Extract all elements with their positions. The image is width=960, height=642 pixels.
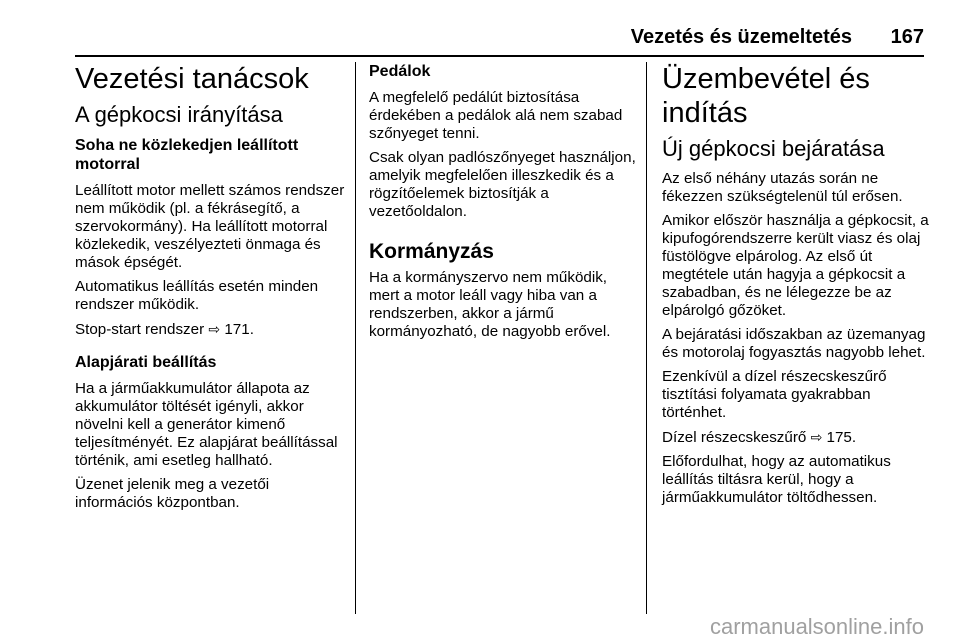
page-arrow-icon: ⇨ (810, 429, 823, 445)
cross-reference (662, 428, 932, 447)
column-divider (355, 62, 356, 614)
paragraph: Előfordulhat, hogy az automatikus leállítás tiltásra kerül, hogy a járműakkumulátor töltődhessen. (662, 453, 891, 506)
paragraph: A megfelelő pedálút biztosítása érdekében a pedálok alá nem szabad szőnyeget tenni. (369, 89, 623, 142)
reference-text: Dízel részecskeszűrő (662, 429, 807, 446)
paragraph: Üzenet jelenik meg a vezetői információs központban. (75, 476, 270, 511)
paragraph: Ezenkívül a dízel részecskeszűrő tisztítási folyamata gyakrabban történhet. (662, 368, 887, 421)
column-divider (646, 62, 647, 614)
reference-page-link[interactable]: 171. (224, 321, 254, 338)
section-title-driving-tips: Vezetési tanácsok (75, 63, 309, 95)
heading-idle-adjustment: Alapjárati beállítás (75, 354, 217, 371)
paragraph: Az első néhány utazás során ne fékezzen szükségtelenül túl erősen. (662, 170, 903, 205)
paragraph: Leállított motor mellett számos rendszer nem működik (pl. a fékrásegítő, a szervokormány). Ha leállított motorral közlekedik, veszélyezteti önmaga és mások épségét. (75, 182, 345, 271)
subsection-title-steering: Kormányzás (369, 240, 494, 263)
heading-engine-off: Soha ne közlekedjen leállított motorral (75, 137, 299, 173)
section-title-starting: Üzembevétel és indítás (662, 63, 870, 129)
header-rule (75, 55, 924, 57)
paragraph: Ha a kormányszervo nem működik, mert a motor leáll vagy hiba van a rendszerben, akkor a jármű kormányozható, de nagyobb erővel. (369, 269, 611, 340)
page-number: 167 (890, 26, 924, 48)
paragraph: Ha a járműakkumulátor állapota az akkumulátor töltését igényli, akkor növelni kell a generátor kimenő teljesítményét. Ez alapjárat beállítással történik, ami esetleg hallható. (75, 380, 338, 469)
page-header (0, 0, 960, 56)
reference-page-link[interactable]: 175. (826, 429, 857, 446)
page-arrow-icon: ⇨ (208, 321, 221, 337)
column-middle (369, 62, 639, 347)
paragraph: Amikor először használja a gépkocsit, a kipufogórendszerre került viasz és olaj füstölögve elpárolog. Az első út megtétele után hagyja a gépkocsit a szabadban, és ne lélegezze be az elpárolgó gőzöket. (662, 212, 929, 319)
watermark: carmanualsonline.info (709, 614, 924, 639)
paragraph: A bejáratási időszakban az üzemanyag és motorolaj fogyasztás nagyobb lehet. (662, 326, 926, 361)
paragraph: Automatikus leállítás esetén minden rendszer működik. (75, 278, 319, 313)
column-right (662, 62, 932, 513)
paragraph: Csak olyan padlószőnyeget használjon, amelyik megfelelően illeszkedik és a rögzítőelemek biztosítják a vezetőoldalon. (369, 149, 636, 220)
reference-text: Stop-start rendszer (75, 321, 205, 338)
column-left (75, 62, 347, 518)
subsection-title-vehicle-control: A gépkocsi irányítása (75, 102, 283, 127)
heading-pedals: Pedálok (369, 63, 431, 80)
chapter-title: Vezetés és üzemeltetés (630, 26, 852, 48)
subsection-title-break-in: Új gépkocsi bejáratása (662, 136, 885, 161)
cross-reference (75, 320, 347, 339)
